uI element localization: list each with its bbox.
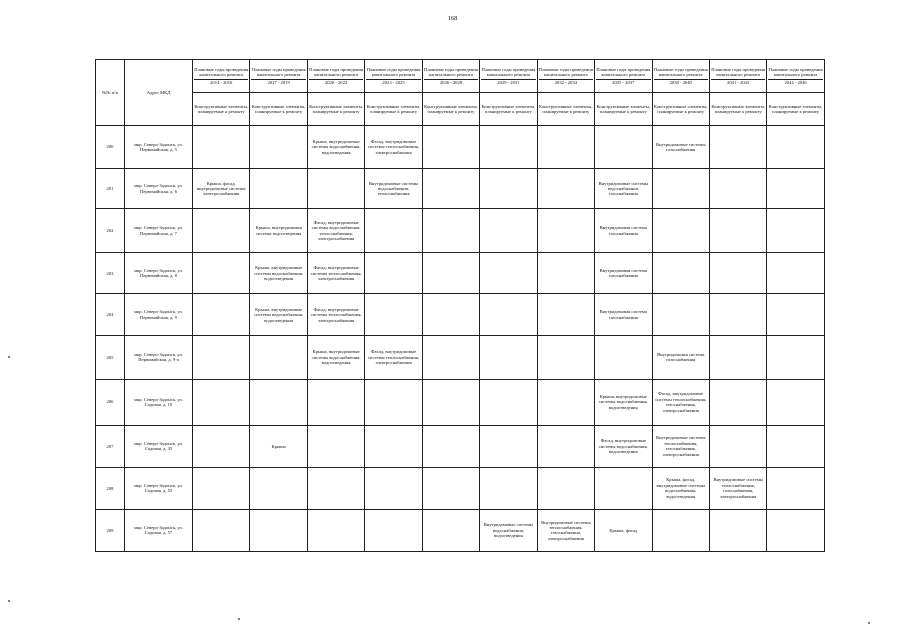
period-years: 2044 - 2046 <box>768 79 822 85</box>
repair-cell: Внутридомовые системы теплоснабжения, газоснабжения, электроснабжения <box>537 509 594 551</box>
row-number: 206 <box>96 379 125 425</box>
col-header-period: Плановые годы проведения капитального ремонта 2026 - 2028 <box>422 60 479 93</box>
repair-cell <box>422 253 479 294</box>
repair-cell <box>193 253 250 294</box>
col-header-period: Плановые годы проведения капитального ремонта 2041 - 2043 <box>709 60 766 93</box>
repair-cell <box>193 336 250 379</box>
period-years: 2029 - 2031 <box>481 79 535 85</box>
row-address: мкр. Северо-Задонск, ул. Первомайская, д. 9 <box>125 294 193 336</box>
repair-cell: Внутридомовая система газоснабжения <box>652 336 709 379</box>
repair-cell: Крыша, внутридомовые системы водоснабжения, водоотведения <box>307 336 364 379</box>
repair-cell <box>709 509 766 551</box>
repair-cell: Фасад, внутридомовые системы теплоснабжения, газоснабжения, электроснабжения <box>652 379 709 425</box>
header-row-periods <box>96 60 825 93</box>
col-subheader-elements: Конструктивные элементы, планируемые к ремонту <box>767 93 824 126</box>
repair-cell <box>307 169 364 209</box>
repair-cell <box>537 379 594 425</box>
row-address: мкр. Северо-Задонск, ул. Первомайская, д. 9-а <box>125 336 193 379</box>
repair-cell <box>537 209 594 253</box>
repair-cell: Крыша, внутридомовые системы водоснабжения, водоотведения <box>250 253 307 294</box>
repair-cell <box>709 169 766 209</box>
repair-cell <box>537 336 594 379</box>
repair-cell: Фасад, внутридомовые системы водоснабжения, теплоснабжения, электроснабжения <box>307 209 364 253</box>
repair-cell <box>422 169 479 209</box>
repair-cell <box>767 209 824 253</box>
row-number: 207 <box>96 425 125 467</box>
repair-cell <box>307 467 364 509</box>
row-address: мкр. Северо-Задонск, ул. Садовая, д. 55 <box>125 467 193 509</box>
col-subheader-elements: Конструктивные элементы, планируемые к ремонту <box>709 93 766 126</box>
repair-cell <box>652 209 709 253</box>
table-row <box>96 467 825 509</box>
period-years: 2026 - 2028 <box>424 79 478 85</box>
row-number: 203 <box>96 253 125 294</box>
repair-cell <box>193 209 250 253</box>
repair-cell <box>422 379 479 425</box>
period-years: 2035 - 2037 <box>596 79 650 85</box>
row-number: 201 <box>96 169 125 209</box>
col-subheader-elements: Конструктивные элементы, планируемые к ремонту <box>480 93 537 126</box>
repair-cell <box>709 126 766 169</box>
scan-dot <box>238 618 240 620</box>
repair-cell: Крыша <box>250 425 307 467</box>
table-row <box>96 209 825 253</box>
repair-cell <box>193 379 250 425</box>
repair-cell <box>422 126 479 169</box>
repair-cell <box>767 379 824 425</box>
period-years: 2038 - 2040 <box>654 79 708 85</box>
repair-cell <box>365 379 422 425</box>
repair-cell <box>537 126 594 169</box>
table-row <box>96 336 825 379</box>
period-years: 2020 - 2022 <box>309 79 363 85</box>
repair-cell <box>422 509 479 551</box>
repair-cell <box>480 209 537 253</box>
repair-cell <box>365 425 422 467</box>
col-header-period: Плановые годы проведения капитального ремонта 2044 - 2046 <box>767 60 824 93</box>
col-header-period: Плановые годы проведения капитального ремонта 2014 - 2016 <box>193 60 250 93</box>
repair-cell <box>709 209 766 253</box>
repair-cell <box>652 294 709 336</box>
repair-cell <box>652 253 709 294</box>
repair-cell <box>480 294 537 336</box>
repair-cell: Внутридомовые системы теплоснабжения, газоснабжения, электроснабжения <box>652 425 709 467</box>
repair-cell <box>193 425 250 467</box>
repair-cell: Внутридомовая система газоснабжения <box>595 209 652 253</box>
period-years: 2014 - 2016 <box>194 79 248 85</box>
row-number: 202 <box>96 209 125 253</box>
repair-cell: Фасад, внутридомовые системы теплоснабжения, электроснабжения <box>365 126 422 169</box>
table-row <box>96 126 825 169</box>
repair-cell <box>709 425 766 467</box>
table-row <box>96 253 825 294</box>
period-years: 2017 - 2019 <box>251 79 305 85</box>
repair-cell <box>250 379 307 425</box>
repair-cell <box>193 467 250 509</box>
repair-cell <box>767 509 824 551</box>
col-header-period: Плановые годы проведения капитального ремонта 2017 - 2019 <box>250 60 307 93</box>
col-header-period: Плановые годы проведения капитального ремонта 2029 - 2031 <box>480 60 537 93</box>
repair-cell <box>595 336 652 379</box>
repair-cell <box>365 253 422 294</box>
period-years: 2032 - 2034 <box>539 79 593 85</box>
row-address: мкр. Северо-Задонск, ул. Садовая, д. 10 <box>125 379 193 425</box>
repair-cell <box>250 126 307 169</box>
repair-cell <box>193 509 250 551</box>
repair-cell: Крыша, фасад <box>595 509 652 551</box>
repair-cell <box>480 253 537 294</box>
repair-cell <box>422 294 479 336</box>
scan-dot <box>8 600 10 602</box>
col-header-period: Плановые годы проведения капитального ремонта 2032 - 2034 <box>537 60 594 93</box>
repair-cell <box>480 379 537 425</box>
repair-cell <box>422 425 479 467</box>
repair-cell <box>709 379 766 425</box>
repair-cell <box>307 379 364 425</box>
repair-cell: Внутридомовые системы водоснабжения, водоотведения <box>480 509 537 551</box>
repair-cell: Крыша, внутридомовые системы водоснабжения, водоотведения <box>307 126 364 169</box>
row-number: 209 <box>96 509 125 551</box>
repair-cell <box>480 467 537 509</box>
row-address: мкр. Северо-Задонск, ул. Первомайская, д. 6 <box>125 169 193 209</box>
repair-cell: Крыша, внутридомовые системы водоснабжения, водоотведения <box>595 379 652 425</box>
row-address: мкр. Северо-Задонск, ул. Первомайская, д. 7 <box>125 209 193 253</box>
repair-cell: Внутридомовая система газоснабжения <box>595 294 652 336</box>
repair-cell: Внутридомовая система газоснабжения <box>595 253 652 294</box>
repair-cell: Внутридомовые системы водоснабжения, газоснабжения <box>595 169 652 209</box>
repair-cell <box>307 509 364 551</box>
repair-cell <box>365 509 422 551</box>
repair-cell <box>595 126 652 169</box>
repair-cell: Крыша, фасад, внутридомовые системы электроснабжения <box>193 169 250 209</box>
col-subheader-elements: Конструктивные элементы, планируемые к ремонту <box>595 93 652 126</box>
repair-cell <box>652 169 709 209</box>
period-years: 2041 - 2043 <box>711 79 765 85</box>
repair-cell <box>537 467 594 509</box>
repair-cell <box>767 169 824 209</box>
row-address: мкр. Северо-Задонск, ул. Первомайская, д. 5 <box>125 126 193 169</box>
repair-cell: Крыша, фасад, внутридомовые системы водоснабжения, водоотведения <box>652 467 709 509</box>
repair-cell <box>250 336 307 379</box>
table-row <box>96 509 825 551</box>
repair-cell: Фасад, внутридомовые системы водоснабжения, водоотведения <box>595 425 652 467</box>
repair-cell: Крыша, внутридомовая система водоотведения <box>250 209 307 253</box>
period-years: 2023 - 2025 <box>366 79 420 85</box>
repair-cell <box>365 209 422 253</box>
repair-cell: Внутридомовые системы водоснабжения, теплоснабжения <box>365 169 422 209</box>
col-subheader-elements: Конструктивные элементы, планируемые к ремонту <box>422 93 479 126</box>
repair-cell <box>709 336 766 379</box>
col-header-period: Плановые годы проведения капитального ремонта 2020 - 2022 <box>307 60 364 93</box>
scan-dot <box>868 622 870 624</box>
repair-cell: Крыша, внутридомовые системы водоснабжения, водоотведения <box>250 294 307 336</box>
repair-cell <box>480 169 537 209</box>
col-header-num: №№ п/п <box>96 60 125 126</box>
repair-cell <box>767 253 824 294</box>
table-row <box>96 425 825 467</box>
col-subheader-elements: Конструктивные элементы, планируемые к ремонту <box>365 93 422 126</box>
capital-repair-plan-table <box>95 59 825 552</box>
col-subheader-elements: Конструктивные элементы, планируемые к ремонту <box>537 93 594 126</box>
table-row <box>96 379 825 425</box>
col-subheader-elements: Конструктивные элементы, планируемые к ремонту <box>193 93 250 126</box>
col-subheader-elements: Конструктивные элементы, планируемые к ремонту <box>307 93 364 126</box>
repair-cell <box>250 169 307 209</box>
repair-cell <box>767 467 824 509</box>
col-subheader-elements: Конструктивные элементы, планируемые к ремонту <box>250 93 307 126</box>
col-subheader-elements: Конструктивные элементы, планируемые к ремонту <box>652 93 709 126</box>
header-row-elements <box>96 93 825 126</box>
repair-cell <box>709 253 766 294</box>
table-row <box>96 169 825 209</box>
page-number: 168 <box>447 15 458 22</box>
repair-cell <box>193 294 250 336</box>
repair-cell <box>250 509 307 551</box>
row-address: мкр. Северо-Задонск, ул. Садовая, д. 35 <box>125 425 193 467</box>
repair-cell <box>537 425 594 467</box>
row-address: мкр. Северо-Задонск, ул. Садовая, д. 57 <box>125 509 193 551</box>
col-header-address: Адрес МКД <box>125 60 193 126</box>
repair-cell <box>422 209 479 253</box>
repair-cell <box>537 169 594 209</box>
row-number: 208 <box>96 467 125 509</box>
col-header-period: Плановые годы проведения капитального ремонта 2023 - 2025 <box>365 60 422 93</box>
row-address: мкр. Северо-Задонск, ул. Первомайская, д. 8 <box>125 253 193 294</box>
repair-cell <box>537 294 594 336</box>
repair-cell: Внутридомовые системы теплоснабжения, газоснабжения, электроснабжения <box>709 467 766 509</box>
repair-cell <box>480 126 537 169</box>
repair-cell <box>709 294 766 336</box>
repair-cell <box>250 467 307 509</box>
repair-cell <box>652 509 709 551</box>
repair-cell <box>767 294 824 336</box>
repair-cell <box>480 336 537 379</box>
repair-cell <box>480 425 537 467</box>
repair-cell: Внутридомовые системы газоснабжения <box>652 126 709 169</box>
repair-cell <box>422 467 479 509</box>
repair-cell <box>307 425 364 467</box>
table-row <box>96 294 825 336</box>
repair-cell: Фасад, внутридомовые системы теплоснабжения, электроснабжения <box>365 336 422 379</box>
row-number: 204 <box>96 294 125 336</box>
repair-cell <box>595 467 652 509</box>
col-header-period: Плановые годы проведения капитального ремонта 2038 - 2040 <box>652 60 709 93</box>
repair-cell: Фасад, внутридомовые системы теплоснабжения, электроснабжения <box>307 294 364 336</box>
repair-cell <box>422 336 479 379</box>
col-header-period: Плановые годы проведения капитального ремонта 2035 - 2037 <box>595 60 652 93</box>
repair-cell <box>537 253 594 294</box>
repair-cell <box>767 425 824 467</box>
repair-cell <box>365 467 422 509</box>
row-number: 205 <box>96 336 125 379</box>
repair-cell <box>365 294 422 336</box>
scan-dot <box>8 356 10 358</box>
repair-cell <box>767 126 824 169</box>
repair-cell <box>767 336 824 379</box>
repair-cell: Фасад, внутридомовые системы теплоснабжения, электроснабжения <box>307 253 364 294</box>
row-number: 200 <box>96 126 125 169</box>
repair-cell <box>193 126 250 169</box>
